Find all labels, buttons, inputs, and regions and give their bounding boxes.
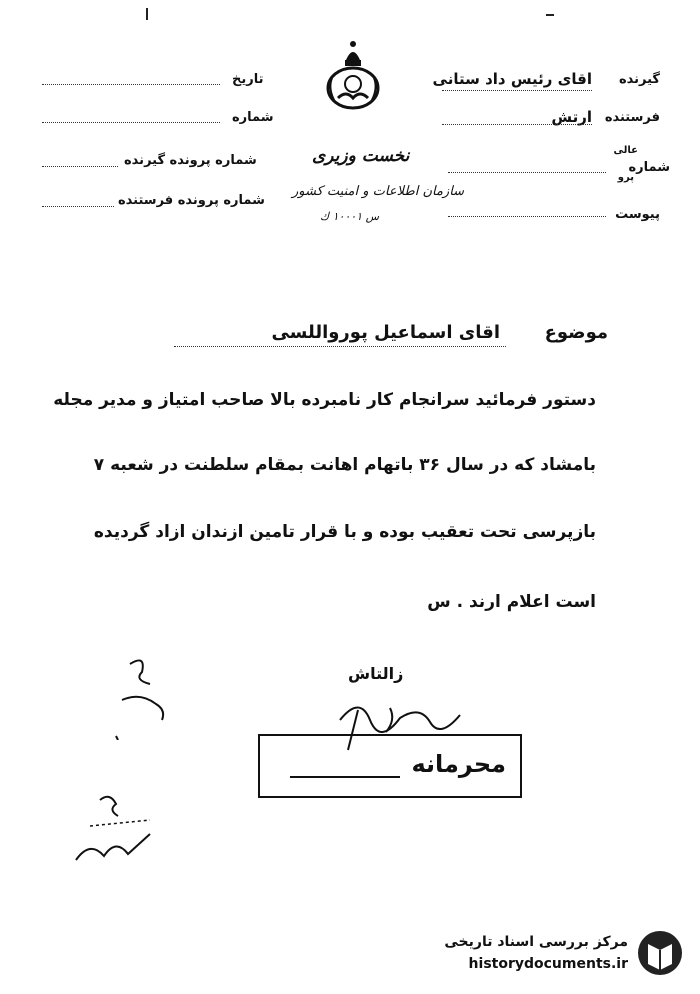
number-dotted-line-right: [448, 172, 606, 173]
number-label-left: شماره: [232, 110, 274, 125]
scan-mark-top: [146, 8, 148, 20]
scan-mark-top-right: [546, 8, 554, 16]
body-line-3: بازپرسی تحت تعقیب بوده و با قرار تامین ازندان ازاد گردیده: [93, 522, 596, 542]
sender-file-label: شماره پرونده فرستنده: [118, 193, 265, 208]
archive-logo: [418, 926, 688, 982]
sender-label: فرستنده: [604, 110, 660, 125]
number-label-right: شماره: [628, 160, 670, 175]
crown-emblem-icon: [324, 40, 382, 116]
recipient-file-dotted-line: [42, 166, 118, 167]
stamp-text: محرمانه: [411, 750, 506, 778]
archive-book-icon: [636, 928, 684, 978]
sender-dotted-line: [442, 124, 592, 125]
stamp-underline: [290, 776, 400, 778]
subject-value: اقای اسماعیل پورواللسی: [271, 322, 500, 343]
number-sub: پرو: [617, 172, 634, 183]
ministry-heading: نخست وزیری: [312, 146, 410, 166]
organization-heading: سازمان اطلاعات و امنیت کشور: [292, 184, 465, 199]
archive-url: historydocuments.ir: [468, 956, 628, 972]
attachment-label: پیوست: [615, 207, 660, 222]
date-annotation-icon: [70, 790, 160, 870]
lion-and-sun-emblem: [324, 40, 382, 116]
archive-name: مرکز بررسی اسناد تاریخی: [444, 934, 628, 950]
recipient-label: گیرنده: [618, 72, 660, 87]
recipient-dotted-line: [442, 90, 592, 91]
body-line-2: بامشاد که در سال ۳۶ باتهام اهانت بمقام سلطنت در شعبه ۷: [93, 455, 596, 475]
number-dotted-line-left: [42, 122, 220, 123]
recipient-value: اقای رئیس داد ستانی: [432, 70, 592, 88]
body-line-1: دستور فرمائید سرانجام کار نامبرده بالا صاحب امتیاز و مدیر مجله: [53, 390, 596, 410]
date-dotted-line: [42, 84, 220, 85]
sender-file-dotted-line: [42, 206, 114, 207]
subject-label: موضوع: [544, 322, 608, 343]
attachment-dotted-line: [448, 216, 606, 217]
recipient-file-label: شماره پرونده گیرنده: [124, 153, 257, 168]
document-code: س ۱۰۰۰۱ ك: [320, 210, 380, 223]
body-line-4: است اعلام ارند . س: [427, 592, 596, 612]
sender-value: ارتش: [551, 108, 592, 126]
subject-dotted-line: [174, 346, 506, 347]
date-label: تاریخ: [232, 72, 264, 87]
signatory-name: زالتاش: [348, 664, 404, 683]
number-super: عالی: [613, 145, 638, 156]
margin-handwriting-icon: [106, 650, 186, 740]
confidential-stamp: [258, 734, 522, 798]
